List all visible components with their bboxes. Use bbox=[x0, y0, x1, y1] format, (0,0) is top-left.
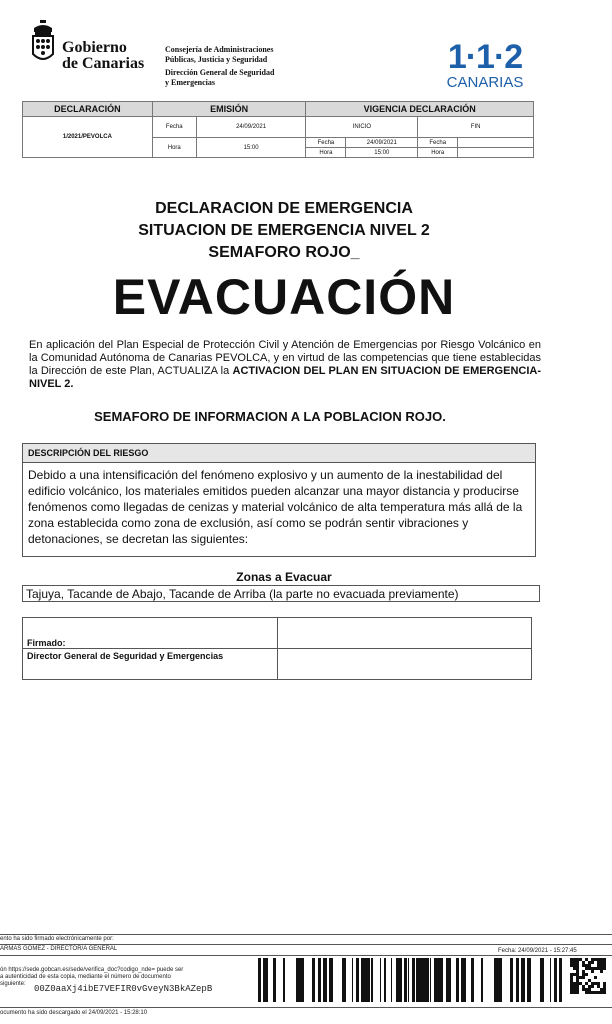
gobierno-title bbox=[62, 40, 144, 72]
declaracion-id: 1/2021/PEVOLCA bbox=[23, 117, 153, 158]
coat-of-arms-icon bbox=[28, 20, 58, 68]
fin-label: FIN bbox=[418, 117, 534, 138]
footer-line-3 bbox=[0, 955, 612, 956]
consejeria-line2: Públicas, Justicia y Seguridad bbox=[165, 55, 268, 64]
footer-firmado-line: ento ha sido firmado electrónicamente por: bbox=[0, 936, 114, 942]
col-vigencia: VIGENCIA DECLARACIÓN bbox=[306, 102, 534, 117]
intro-paragraph bbox=[29, 339, 541, 391]
inicio-fecha-value: 24/09/2021 bbox=[346, 138, 418, 148]
firmado-label: Firmado: bbox=[23, 618, 278, 649]
fin-hora-value bbox=[458, 148, 534, 158]
gobierno-line2: de Canarias bbox=[62, 55, 145, 72]
footer-line-bottom bbox=[0, 1007, 612, 1008]
cargo-label: Director General de Seguridad y Emergencias bbox=[23, 649, 278, 680]
footer-descargado: ocumento ha sido descargado el 24/09/2021 - 15:28:10 bbox=[0, 1010, 148, 1016]
footer-url-line3: siguiente: bbox=[0, 981, 26, 987]
barcode-icon bbox=[256, 958, 562, 1002]
footer-line-top bbox=[0, 934, 612, 935]
cargo-cell bbox=[278, 649, 532, 680]
title-line3: SEMAFORO ROJO_ bbox=[208, 244, 360, 261]
logo-112-number: 1·1·2 bbox=[447, 38, 523, 76]
footer-line-2 bbox=[0, 944, 612, 945]
title-line1: DECLARACION DE EMERGENCIA bbox=[155, 200, 413, 217]
declaration-table bbox=[22, 101, 534, 158]
direccion-line1: Dirección General de Seguridad bbox=[165, 68, 275, 77]
gobierno-line1: Gobierno bbox=[62, 39, 127, 56]
col-emision: EMISIÓN bbox=[152, 102, 306, 117]
direccion-line2: y Emergencias bbox=[165, 78, 215, 87]
semaforo-heading: SEMAFORO DE INFORMACION A LA POBLACION ROJO. bbox=[94, 409, 446, 424]
qr-code-icon bbox=[570, 958, 606, 994]
consejeria-line1: Consejería de Administraciones bbox=[165, 45, 274, 54]
emision-fecha-value: 24/09/2021 bbox=[196, 117, 306, 138]
footer-url-line1: ón https://sede.gobcan.es/sede/verifica_doc?codigo_nde= puede ser bbox=[0, 967, 184, 973]
firma-cell bbox=[278, 618, 532, 649]
inicio-hora-label: Hora bbox=[306, 148, 346, 158]
footer-firmante: ARMAS GOMEZ - DIRECTOR/A GENERAL bbox=[0, 946, 118, 952]
intro-text: En aplicación del Plan Especial de Protección Civil y Atención de Emergencias por Riesgo Volcánico en la Comunidad Autónoma de Canarias PEVOLCA, y en virtud de las competencias que tiene establecidas la Dirección de este Plan, ACTUALIZA la bbox=[29, 339, 541, 377]
consejeria-block bbox=[165, 45, 305, 88]
evacuacion-title: EVACUACIÓN bbox=[112, 269, 456, 325]
emision-hora-label: Hora bbox=[152, 138, 196, 158]
col-declaracion: DECLARACIÓN bbox=[23, 102, 153, 117]
fin-hora-label: Hora bbox=[418, 148, 458, 158]
inicio-label: INICIO bbox=[306, 117, 418, 138]
footer-url-line2: a autenticidad de esta copia, mediante el número de documento bbox=[0, 974, 171, 980]
emision-hora-value: 15:00 bbox=[196, 138, 306, 158]
intro-bold: ACTIVACION DEL PLAN EN SITUACION DE EMERGENCIA- NIVEL 2. bbox=[29, 365, 542, 390]
risk-heading: DESCRIPCIÓN DEL RIESGO bbox=[23, 444, 535, 463]
logo-112-sub: CANARIAS bbox=[446, 74, 524, 91]
risk-body: Debido a una intensificación del fenómeno explosivo y un aumento de la inestabilidad del edificio volcánico, los materiales emitidos pueden alcanzar una mayor distancia y producirse fenómenos como llegadas de cenizas y material volcánico de alta temperatura más allá de la zona establecida como zona de exclusión, así como se podrán sentir vibraciones y detonaciones, se decretan las siguientes: bbox=[28, 468, 523, 546]
inicio-fecha-label: Fecha bbox=[306, 138, 346, 148]
signature-table bbox=[22, 617, 532, 680]
risk-box bbox=[22, 443, 536, 557]
footer-codigo: 00Z0aaXj4ibE7VEFIR0vGveyN3BkAZepB bbox=[34, 984, 213, 994]
zonas-title: Zonas a Evacuar bbox=[236, 570, 332, 584]
fin-fecha-value bbox=[458, 138, 534, 148]
zonas-list: Tajuya, Tacande de Abajo, Tacande de Arriba (la parte no evacuada previamente) bbox=[22, 585, 540, 602]
inicio-hora-value: 15:00 bbox=[346, 148, 418, 158]
emision-fecha-label: Fecha bbox=[152, 117, 196, 138]
fin-fecha-label: Fecha bbox=[418, 138, 458, 148]
title-line2: SITUACION DE EMERGENCIA NIVEL 2 bbox=[138, 222, 430, 239]
footer-fecha-firma: Fecha: 24/09/2021 - 15:27:45 bbox=[498, 948, 577, 954]
logo-112 bbox=[440, 40, 530, 90]
